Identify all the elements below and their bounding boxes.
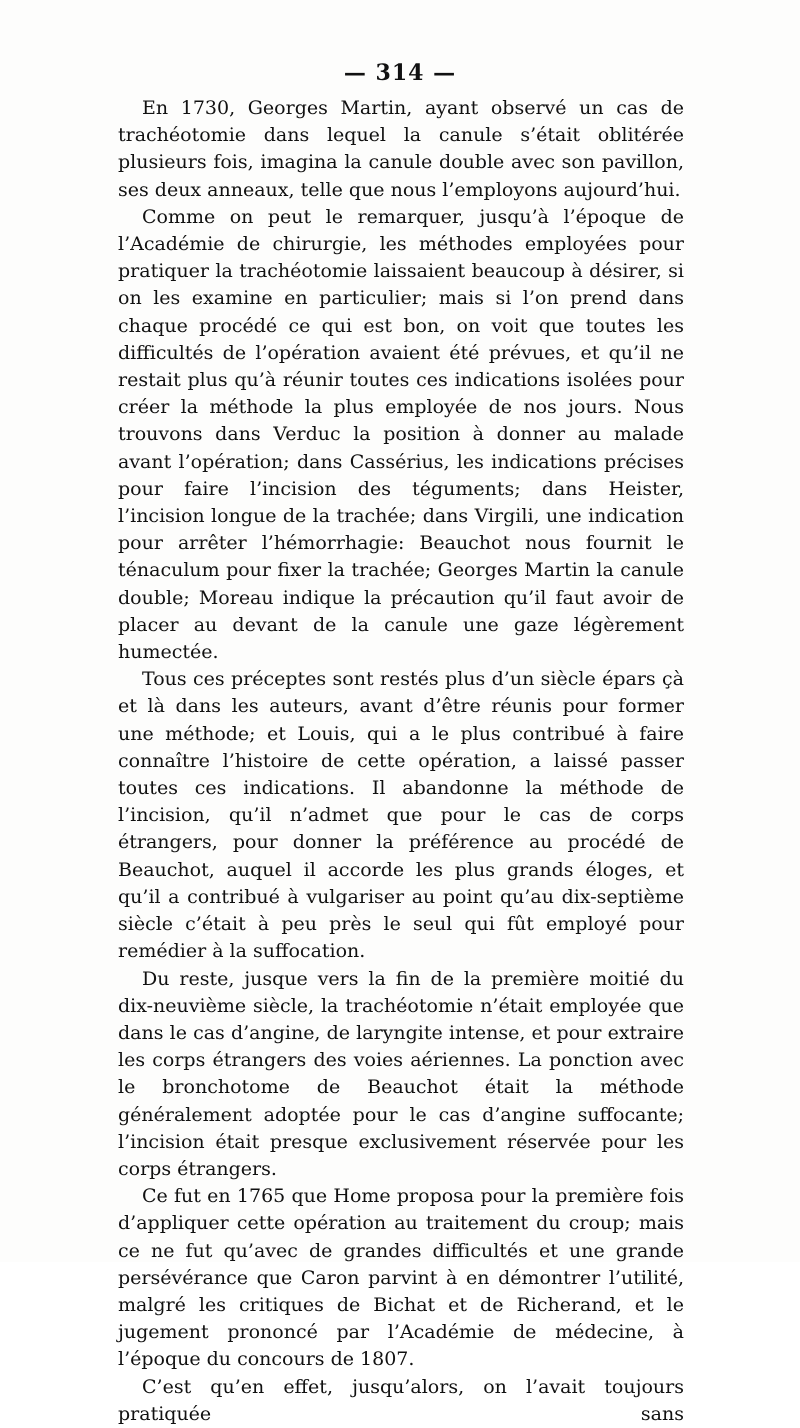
paragraph-1: En 1730, Georges Martin, ayant observé un cas de trachéotomie dans lequel la canule s’était oblitérée plusieurs fois, imagina la canule double avec son pavillon, ses deux anneaux, telle que nous l’employons aujourd’hui.	[118, 97, 684, 201]
paragraph-5: Ce fut en 1765 que Home proposa pour la première fois d’appliquer cette opération au traitement du croup; mais ce ne fut qu’avec de grandes difficultés et une grande persévérance que Caron parvint à en démontrer l’utilité, malgré les critiques de Bichat et de Richerand, et le jugement prononcé par l’Académie de médecine, à l’époque du concours de 1807.	[118, 1185, 684, 1371]
page-number: — 314 —	[343, 60, 457, 86]
paragraph-3: Tous ces préceptes sont restés plus d’un siècle épars çà et là dans les auteurs, avant d’être réunis pour former une méthode; et Louis, qui a le plus contribué à faire connaître l’histoire de cette opération, a laissé passer toutes ces indications. Il abandonne la méthode de l’incision, qu’il n’admet que pour le cas de corps étrangers, pour donner la préférence au procédé de Beauchot, auquel il accorde les plus grands éloges, et qu’il a contribué à vulgariser au point qu’au dix-septième siècle c’était à peu près le seul qui fût employé pour remédier à la suffocation.	[118, 668, 684, 963]
paragraph-2: Comme on peut le remarquer, jusqu’à l’époque de l’Académie de chirurgie, les méthodes employées pour pratiquer la trachéotomie laissaient beaucoup à désirer, si on les examine en particulier; mais si l’on prend dans chaque procédé ce qui est bon, on voit que toutes les difficultés de l’opération avaient été prévues, et qu’il ne restait plus qu’à réunir toutes ces indications isolées pour créer la méthode la plus employée de nos jours. Nous trouvons dans Verduc la position à donner au malade avant l’opération; dans Cassérius, les indications précises pour faire l’incision des téguments; dans Heister, l’incision longue de la trachée; dans Virgili, une indication pour arrêter l’hémorrhagie: Beauchot nous fournit le ténaculum pour fixer la trachée; Georges Martin la canule double; Moreau indique la précaution qu’il faut avoir de placer au devant de la canule une gaze légèrement humectée.	[118, 205, 684, 664]
paragraph-6: C’est qu’en effet, jusqu’alors, on l’avait toujours pratiquée sans	[118, 1375, 684, 1425]
paragraph-4: Du reste, jusque vers la fin de la première moitié du dix-neuvième siècle, la trachéotomie n’était employée que dans le cas d’angine, de laryngite intense, et pour extraire les corps étrangers des voies aériennes. La ponction avec le bronchotome de Beauchot était la méthode généralement adoptée pour le cas d’angine suffocante; l’incision était presque exclusivement réservée pour les corps étrangers.	[118, 967, 684, 1180]
body-text	[118, 95, 684, 1428]
